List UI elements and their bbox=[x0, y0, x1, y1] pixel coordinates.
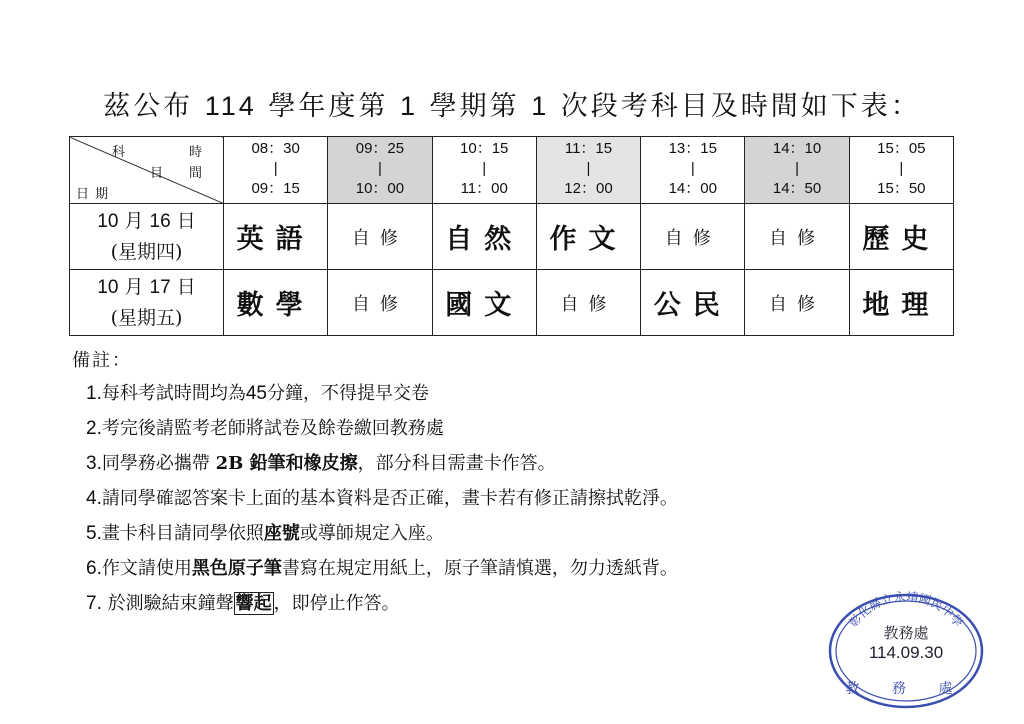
period-7-time: 15：05 | 15：50 bbox=[849, 137, 953, 204]
self-study-cell: 自修 bbox=[641, 204, 745, 270]
corner-subject-label: 科 bbox=[112, 145, 127, 160]
note-item: 2.考完後請監考老師將試卷及餘卷繳回教務處 bbox=[86, 418, 444, 439]
self-study-cell: 自修 bbox=[745, 204, 849, 270]
date-cell: 10 月 16 日 (星期四) bbox=[70, 204, 224, 270]
self-study-cell: 自修 bbox=[536, 270, 640, 336]
period-2-time: 09：25 | 10：00 bbox=[328, 137, 432, 204]
date-cell: 10 月 17 日 (星期五) bbox=[70, 270, 224, 336]
corner-time-label-2: 間 bbox=[188, 166, 203, 181]
stamp-office-bottom: 教 務 處 bbox=[845, 681, 967, 697]
subject-cell: 作文 bbox=[536, 204, 640, 270]
note-item: 1.每科考試時間均為45分鐘，不得提早交卷 bbox=[86, 383, 429, 404]
note-item: 4.請同學確認答案卡上面的基本資料是否正確，畫卡若有修正請擦拭乾淨。 bbox=[86, 488, 678, 509]
period-5-time: 13：15 | 14：00 bbox=[641, 137, 745, 204]
period-1-time: 08：30 | 09：15 bbox=[224, 137, 328, 204]
academic-affairs-stamp bbox=[827, 589, 985, 709]
notes-list bbox=[72, 376, 678, 621]
notes-section bbox=[72, 346, 678, 621]
corner-time-label: 時 bbox=[188, 145, 203, 160]
day-row-oct-16 bbox=[70, 204, 954, 270]
subject-cell: 地理 bbox=[849, 270, 953, 336]
note-item: 7. 於測驗結束鐘聲 響起 ，即停止作答。 bbox=[86, 593, 400, 614]
self-study-cell: 自修 bbox=[328, 270, 432, 336]
self-study-cell: 自修 bbox=[328, 204, 432, 270]
stamp-date: 114.09.30 bbox=[868, 643, 944, 662]
note-item: 3.同學務必攜帶 2B 鉛筆和橡皮擦，部分科目需畫卡作答。 bbox=[86, 453, 556, 474]
note-item: 6.作文請使用黑色原子筆書寫在規定用紙上，原子筆請慎選，勿力透紙背。 bbox=[86, 558, 678, 579]
subject-cell: 國文 bbox=[432, 270, 536, 336]
subject-cell: 公民 bbox=[641, 270, 745, 336]
self-study-cell: 自修 bbox=[745, 270, 849, 336]
subject-cell: 歷史 bbox=[849, 204, 953, 270]
corner-header-cell bbox=[70, 137, 224, 204]
corner-subject-label-2: 目 bbox=[150, 166, 165, 181]
subject-cell: 數學 bbox=[224, 270, 328, 336]
note-item: 5.畫卡科目請同學依照座號或導師規定入座。 bbox=[86, 523, 444, 544]
notes-header: 備註： bbox=[72, 350, 132, 371]
subject-cell: 自然 bbox=[432, 204, 536, 270]
period-3-time: 10：15 | 11：00 bbox=[432, 137, 536, 204]
period-4-time: 11：15 | 12：00 bbox=[536, 137, 640, 204]
stamp-school-name: 彰化縣立永靖國民中學 bbox=[846, 589, 966, 630]
subject-cell: 英語 bbox=[224, 204, 328, 270]
day-row-oct-17 bbox=[70, 270, 954, 336]
announcement-title: 茲公布 114 學年度第 1 學期第 1 次段考科目及時間如下表： bbox=[103, 91, 921, 122]
period-6-time: 14：10 | 14：50 bbox=[745, 137, 849, 204]
time-header-row bbox=[70, 137, 954, 204]
stamp-office: 教務處 bbox=[883, 624, 929, 642]
exam-schedule-table bbox=[69, 136, 954, 336]
corner-date-label: 日 期 bbox=[76, 187, 110, 202]
